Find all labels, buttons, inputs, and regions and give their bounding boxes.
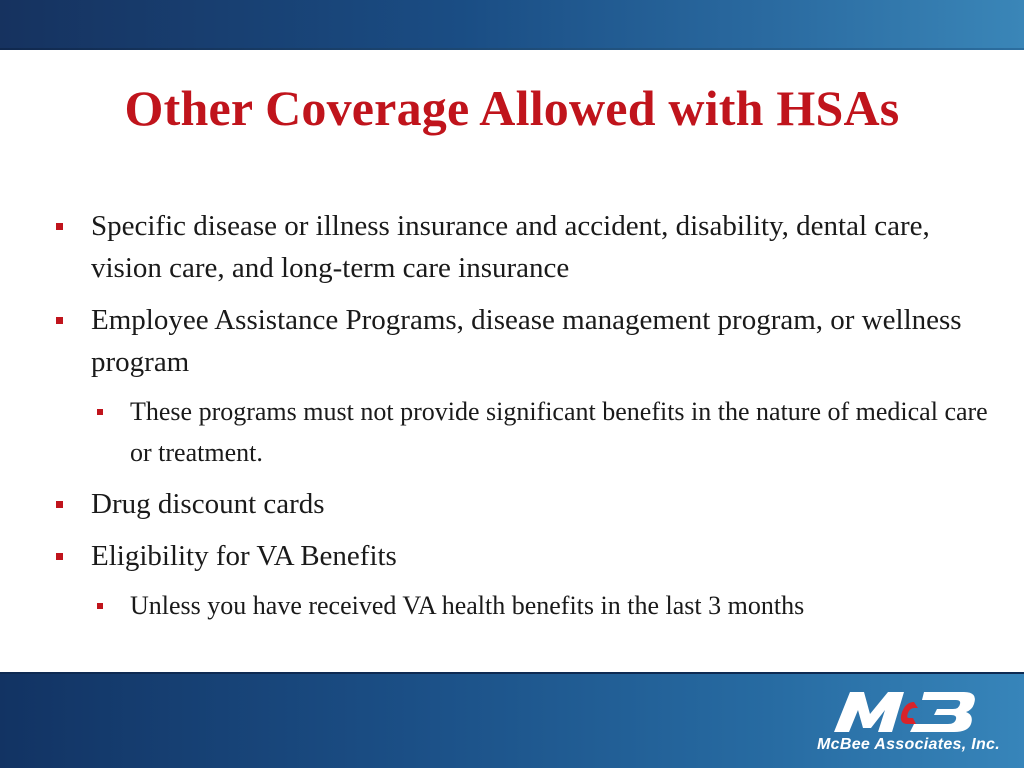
sub-bullet-item bbox=[0, 585, 1024, 626]
square-bullet-icon bbox=[97, 603, 103, 609]
bullet-text: Specific disease or illness insurance and accident, disability, dental care, vision care, and long-term care insurance bbox=[91, 210, 930, 284]
sub-bullet-text: These programs must not provide significant benefits in the nature of medical care or treatment. bbox=[130, 397, 988, 467]
sub-bullet-text: Unless you have received VA health benefits in the last 3 months bbox=[130, 591, 805, 620]
bullet-item bbox=[0, 299, 1024, 383]
company-name: McBee Associates, Inc. bbox=[817, 736, 1000, 753]
mcb-logo-icon bbox=[822, 688, 1002, 736]
square-bullet-icon bbox=[56, 317, 63, 324]
bullet-text: Employee Assistance Programs, disease management program, or wellness program bbox=[91, 304, 962, 378]
header-band bbox=[0, 0, 1024, 50]
slide-title: Other Coverage Allowed with HSAs bbox=[124, 80, 900, 136]
bullet-text: Eligibility for VA Benefits bbox=[91, 540, 397, 572]
square-bullet-icon bbox=[56, 501, 63, 508]
bullet-item bbox=[0, 535, 1024, 577]
bullet-text: Drug discount cards bbox=[91, 488, 325, 520]
bullet-item bbox=[0, 483, 1024, 525]
square-bullet-icon bbox=[56, 223, 63, 230]
sub-bullet-item bbox=[0, 391, 1024, 473]
square-bullet-icon bbox=[56, 553, 63, 560]
bullet-list bbox=[0, 205, 1024, 626]
square-bullet-icon bbox=[97, 409, 103, 415]
bullet-item bbox=[0, 205, 1024, 289]
